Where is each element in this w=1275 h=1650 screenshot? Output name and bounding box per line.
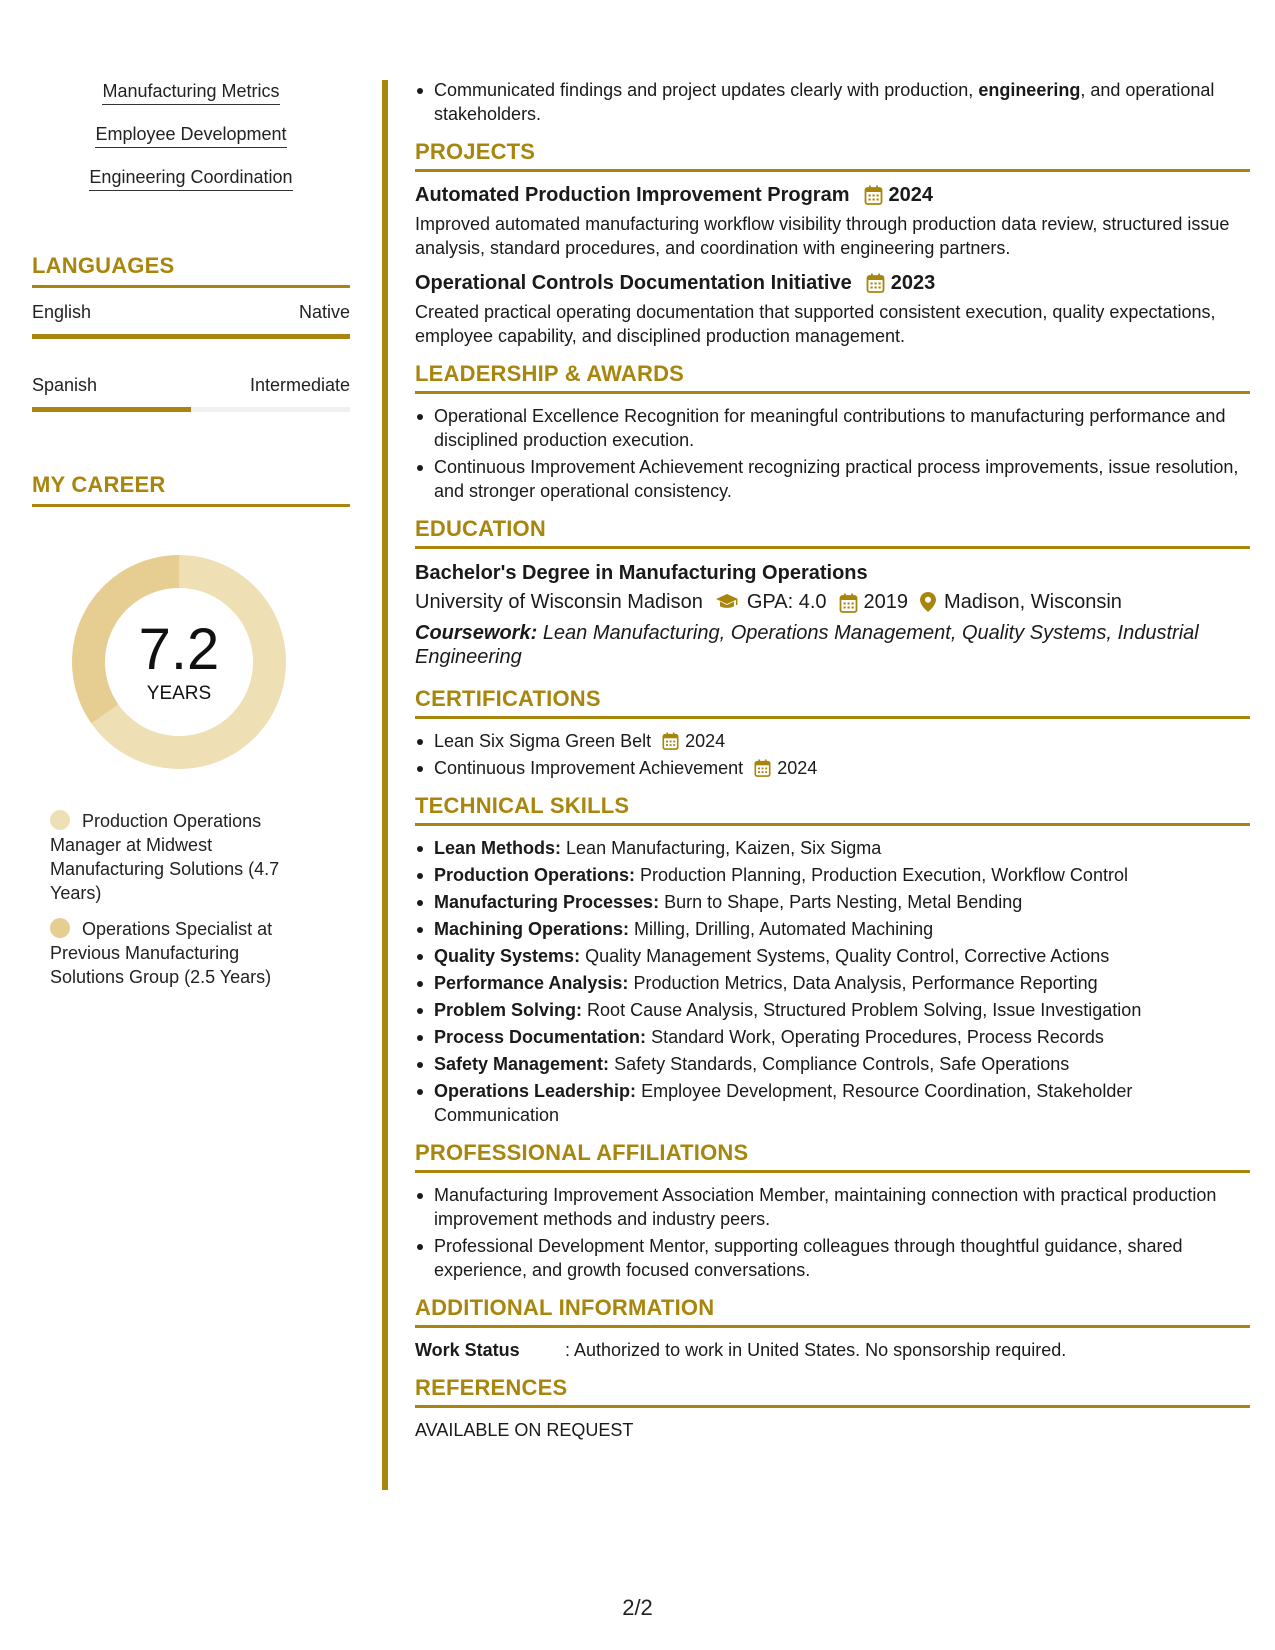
leadership-section	[415, 362, 1250, 503]
calendar-icon	[754, 759, 771, 777]
skill-label: Problem Solving:	[434, 1000, 583, 1020]
section-heading: EDUCATION	[415, 517, 1250, 549]
skill-value: Root Cause Analysis, Structured Problem Solving, Issue Investigation	[587, 1000, 1142, 1020]
coursework-value: Lean Manufacturing, Operations Management, Quality Systems, Industrial Engineering	[415, 622, 1199, 668]
list-item	[415, 1079, 1250, 1127]
section-heading: LEADERSHIP & AWARDS	[415, 362, 1250, 394]
work-status-value: : Authorized to work in United States. No sponsorship required.	[565, 1340, 1067, 1360]
language-proficiency-fill	[32, 334, 350, 339]
skill-value: Quality Management Systems, Quality Control, Corrective Actions	[585, 946, 1110, 966]
section-heading: PROFESSIONAL AFFILIATIONS	[415, 1141, 1250, 1173]
section-heading: CERTIFICATIONS	[415, 687, 1250, 719]
certifications-section	[415, 687, 1250, 780]
technical-skills-section	[415, 794, 1250, 1127]
skill-value: Burn to Shape, Parts Nesting, Metal Bending	[664, 892, 1023, 912]
career-total-unit: YEARS	[146, 683, 212, 704]
project-title	[415, 270, 1250, 296]
location-pin-icon	[920, 592, 936, 612]
career-legend-text: Operations Specialist at Previous Manufacturing Solutions Group (2.5 Years)	[50, 919, 273, 987]
section-heading: TECHNICAL SKILLS	[415, 794, 1250, 826]
career-total	[66, 619, 292, 705]
school-location	[920, 587, 1122, 617]
legend-dot-icon	[50, 810, 70, 830]
graduation-year	[839, 587, 909, 617]
text-bold: engineering	[978, 80, 1081, 100]
skill-value: Lean Manufacturing, Kaizen, Six Sigma	[566, 838, 882, 858]
project-year: 2023	[890, 272, 936, 294]
language-name: English	[32, 302, 92, 322]
education-details	[415, 587, 1250, 617]
career-heading: MY CAREER	[32, 472, 350, 507]
languages-list	[32, 302, 350, 412]
coursework	[415, 621, 1250, 669]
gpa-value: GPA: 4.0	[746, 591, 827, 613]
skill-tags	[32, 80, 350, 209]
certifications-list	[415, 729, 1250, 780]
project-date	[864, 182, 934, 208]
legend-dot-icon	[50, 918, 70, 938]
career-legend-item	[50, 809, 300, 905]
certification-name: Lean Six Sigma Green Belt	[434, 731, 652, 751]
leadership-list	[415, 404, 1250, 503]
list-item	[415, 863, 1250, 887]
certification-name: Continuous Improvement Achievement	[434, 758, 744, 778]
section-heading: PROJECTS	[415, 140, 1250, 172]
project-name: Operational Controls Documentation Initiative	[415, 272, 852, 294]
school-name: University of Wisconsin Madison	[415, 591, 703, 613]
career-total-value: 7.2	[138, 617, 220, 682]
list-item	[415, 890, 1250, 914]
list-item	[415, 917, 1250, 941]
calendar-icon	[662, 732, 679, 750]
project-date	[866, 270, 936, 296]
skill-value: Safety Standards, Compliance Controls, Safe Operations	[614, 1054, 1070, 1074]
skill-label: Production Operations:	[434, 865, 636, 885]
education-section	[415, 517, 1250, 669]
additional-info-section	[415, 1296, 1250, 1362]
degree-title: Bachelor's Degree in Manufacturing Operations	[415, 562, 868, 584]
project-description: Created practical operating documentation that supported consistent execution, quality expectations, employee capability, and disciplined production management.	[415, 302, 1216, 346]
column-divider	[382, 80, 388, 1490]
language-row	[32, 375, 350, 397]
skill-tag: Manufacturing Metrics	[102, 80, 279, 105]
career-legend	[32, 809, 350, 989]
skill-label: Operations Leadership:	[434, 1081, 637, 1101]
list-item: Professional Development Mentor, supporting colleagues through thoughtful guidance, shared experience, and growth focused conversations.	[415, 1234, 1250, 1282]
language-proficiency-fill	[32, 407, 191, 412]
list-item	[415, 729, 1250, 753]
language-level: Intermediate	[249, 375, 350, 395]
main-content	[415, 78, 1250, 1442]
career-legend-text: Production Operations Manager at Midwest Manufacturing Solutions (4.7 Years)	[50, 811, 280, 903]
section-heading: ADDITIONAL INFORMATION	[415, 1296, 1250, 1328]
references-section	[415, 1376, 1250, 1442]
experience-tail-list	[415, 78, 1250, 126]
list-item	[415, 971, 1250, 995]
certification-year: 2024	[777, 758, 818, 778]
references-text: AVAILABLE ON REQUEST	[415, 1420, 634, 1440]
section-heading: REFERENCES	[415, 1376, 1250, 1408]
coursework-label: Coursework:	[415, 622, 538, 644]
text-segment: Communicated findings and project updates clearly with production,	[434, 80, 979, 100]
list-item: Manufacturing Improvement Association Member, maintaining connection with practical production improvement methods and industry peers.	[415, 1183, 1250, 1231]
language-row	[32, 302, 350, 324]
skill-tag: Engineering Coordination	[89, 166, 292, 191]
language-level: Native	[298, 302, 350, 322]
work-status-label: Work Status	[415, 1340, 520, 1360]
skill-tag: Employee Development	[95, 123, 286, 148]
affiliations-list	[415, 1183, 1250, 1282]
skill-label: Performance Analysis:	[434, 973, 629, 993]
skill-label: Quality Systems:	[434, 946, 581, 966]
list-item	[415, 836, 1250, 860]
skill-label: Lean Methods:	[434, 838, 562, 858]
list-item	[415, 78, 1250, 126]
page-number: 2/2	[622, 1595, 653, 1620]
languages-heading: LANGUAGES	[32, 253, 350, 288]
year-value: 2019	[863, 591, 909, 613]
skill-label: Safety Management:	[434, 1054, 610, 1074]
list-item	[415, 1025, 1250, 1049]
calendar-icon	[839, 592, 858, 612]
skill-value: Production Planning, Production Execution, Workflow Control	[640, 865, 1128, 885]
graduation-cap-icon	[715, 593, 739, 611]
project-year: 2024	[888, 184, 933, 206]
language-proficiency-bar	[32, 407, 350, 412]
list-item: Operational Excellence Recognition for meaningful contributions to manufacturing performance and disciplined production execution.	[415, 404, 1250, 452]
list-item	[415, 1052, 1250, 1076]
technical-skills-list	[415, 836, 1250, 1127]
skill-value: Standard Work, Operating Procedures, Process Records	[651, 1027, 1104, 1047]
calendar-icon	[864, 185, 883, 205]
skill-value: Milling, Drilling, Automated Machining	[634, 919, 934, 939]
calendar-icon	[866, 273, 885, 293]
project-description: Improved automated manufacturing workflow visibility through production data review, structured issue analysis, standard procedures, and coordination with engineering partners.	[415, 214, 1230, 258]
skill-value: Production Metrics, Data Analysis, Performance Reporting	[633, 973, 1098, 993]
skill-value: Employee Development, Resource Coordination, Stakeholder Communication	[434, 1081, 1133, 1125]
affiliations-section	[415, 1141, 1250, 1282]
career-legend-item	[50, 917, 300, 989]
list-item: Continuous Improvement Achievement recognizing practical process improvements, issue resolution, and stronger operational consistency.	[415, 455, 1250, 503]
language-name: Spanish	[32, 375, 98, 395]
location-value: Madison, Wisconsin	[944, 591, 1122, 613]
project-name: Automated Production Improvement Program	[415, 184, 850, 206]
projects-section	[415, 140, 1250, 348]
skill-label: Manufacturing Processes:	[434, 892, 660, 912]
skill-label: Machining Operations:	[434, 919, 630, 939]
work-status-row	[415, 1338, 1250, 1362]
list-item	[415, 944, 1250, 968]
list-item	[415, 998, 1250, 1022]
gpa	[715, 587, 827, 617]
project-title	[415, 182, 1250, 208]
list-item	[415, 756, 1250, 780]
certification-year: 2024	[685, 731, 726, 751]
skill-label: Process Documentation:	[434, 1027, 647, 1047]
career-donut-chart	[66, 549, 292, 775]
text-segment: , and operational stakeholders.	[434, 80, 1215, 124]
language-proficiency-bar	[32, 334, 350, 339]
sidebar	[32, 80, 350, 1001]
